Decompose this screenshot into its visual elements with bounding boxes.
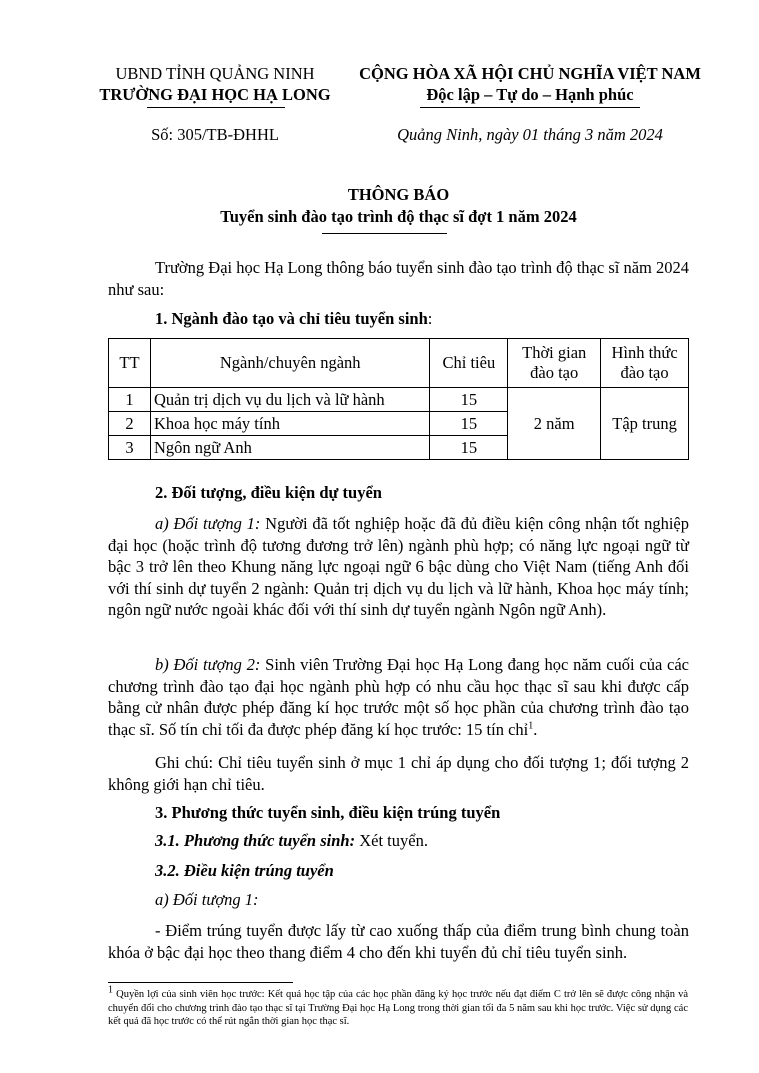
table-row	[109, 388, 689, 412]
section-3-2-heading: 3.2. Điều kiện trúng tuyển	[155, 861, 334, 880]
section-3-2-criteria: - Điểm trúng tuyển được lấy từ cao xuống thấp của điểm trung bình chung toàn khóa ở bậc đại học theo thang điểm 4 cho đến khi tuyển đủ chỉ tiêu tuyển sinh.	[108, 921, 689, 962]
issuer-underline	[147, 107, 285, 108]
header-quota: Chỉ tiêu	[430, 339, 508, 388]
header-mode: Hình thức đào tạo	[601, 339, 689, 388]
subject-2-paragraph	[108, 654, 689, 740]
motto-underline	[420, 107, 640, 108]
table-header-row	[109, 339, 689, 388]
row-major: Ngôn ngữ Anh	[150, 436, 429, 460]
document-title: THÔNG BÁO	[347, 185, 450, 204]
row-tt: 1	[109, 388, 151, 412]
section-3-heading: 3. Phương thức tuyển sinh, điều kiện trúng tuyển	[155, 803, 501, 822]
title-underline	[322, 233, 447, 234]
section-1-heading-text: 1. Ngành đào tạo và chỉ tiêu tuyển sinh	[155, 309, 428, 328]
footnote-text: Quyền lợi của sinh viên học trước: Kết quả học tập của các học phần đăng ký học trước nếu đạt điểm C trở lên sẽ được công nhận và chuyển đổi cho chương trình đào tạo thạc sĩ tại Trường Đại học Hạ Long trong thời gian tối đa 5 năm sau khi học trước. Việc sử dụng các kết quả đã học trước có thể rút ngắn thời gian học thạc sĩ.	[108, 989, 689, 1027]
duration-cell: 2 năm	[508, 388, 601, 460]
section-3-1-text: Xét tuyển.	[359, 831, 428, 850]
section-3-1-label: 3.1. Phương thức tuyển sinh:	[155, 831, 356, 850]
section-1-heading	[155, 309, 432, 329]
subject-2-end: .	[533, 719, 538, 739]
footnote	[108, 984, 689, 1029]
quota-table	[108, 338, 689, 460]
section-3-1	[155, 831, 428, 851]
footnote-reference[interactable]: 1	[528, 720, 534, 731]
motto: Độc lập – Tự do – Hạnh phúc	[426, 85, 634, 104]
subject-1-label: a) Đối tượng 1:	[155, 514, 261, 533]
document-number: Số: 305/TB-ĐHHL	[151, 125, 279, 144]
mode-cell: Tập trung	[601, 388, 689, 460]
section-3-2-subject-1: a) Đối tượng 1:	[155, 890, 259, 909]
footnote-separator	[108, 982, 293, 983]
header-duration: Thời gian đào tạo	[508, 339, 601, 388]
footnote-mark: 1	[108, 984, 113, 996]
row-quota: 15	[430, 436, 508, 460]
issuer-name: TRƯỜNG ĐẠI HỌC HẠ LONG	[99, 85, 331, 104]
row-tt: 2	[109, 412, 151, 436]
country-name: CỘNG HÒA XÃ HỘI CHỦ NGHĨA VIỆT NAM	[359, 64, 701, 83]
header-major: Ngành/chuyên ngành	[150, 339, 429, 388]
row-quota: 15	[430, 388, 508, 412]
header-tt: TT	[109, 339, 151, 388]
issuer-parent: UBND TỈNH QUẢNG NINH	[115, 64, 315, 83]
issuer-block	[70, 63, 360, 105]
row-major: Quản trị dịch vụ du lịch và lữ hành	[150, 388, 429, 412]
subject-1-paragraph	[108, 513, 689, 621]
row-tt: 3	[109, 436, 151, 460]
document-subtitle: Tuyển sinh đào tạo trình độ thạc sĩ đợt 1 năm 2024	[220, 207, 577, 226]
section-2-heading: 2. Đối tượng, điều kiện dự tuyển	[155, 483, 382, 502]
section-1-heading-colon: :	[427, 309, 433, 328]
note-paragraph: Ghi chú: Chỉ tiêu tuyển sinh ở mục 1 chỉ áp dụng cho đối tượng 1; đối tượng 2 không giới hạn chỉ tiêu.	[108, 753, 689, 794]
subject-2-text: Sinh viên Trường Đại học Hạ Long đang học năm cuối của các chương trình đào tạo đại học ngành phù hợp có nhu cầu học thạc sĩ sau khi được cấp bằng cử nhân được phép đăng kí học trước một số học phần của chương trình đào tạo thạc sĩ. Số tín chỉ tối đa được phép đăng kí học trước: 15 tín chỉ	[108, 655, 690, 739]
place-date: Quảng Ninh, ngày 01 tháng 3 năm 2024	[397, 125, 663, 144]
row-major: Khoa học máy tính	[150, 412, 429, 436]
subject-2-label: b) Đối tượng 2:	[155, 655, 261, 674]
row-quota: 15	[430, 412, 508, 436]
national-motto-block	[350, 63, 710, 105]
subject-1-text: Người đã tốt nghiệp hoặc đã đủ điều kiện công nhận tốt nghiệp đại học (hoặc trình độ tương đương trở lên) ngành phù hợp; có năng lực ngoại ngữ từ bậc 3 trở lên theo Khung năng lực ngoại ngữ 6 bậc dùng cho Việt Nam (tiếng Anh đối với thí sinh dự tuyển 2 ngành: Quản trị dịch vụ du lịch và lữ hành, Khoa học máy tính; ngôn ngữ nước ngoài khác đối với thí sinh dự tuyển ngành Ngôn ngữ Anh).	[108, 514, 690, 619]
intro-paragraph: Trường Đại học Hạ Long thông báo tuyển sinh đào tạo trình độ thạc sĩ năm 2024 như sau:	[108, 258, 689, 299]
